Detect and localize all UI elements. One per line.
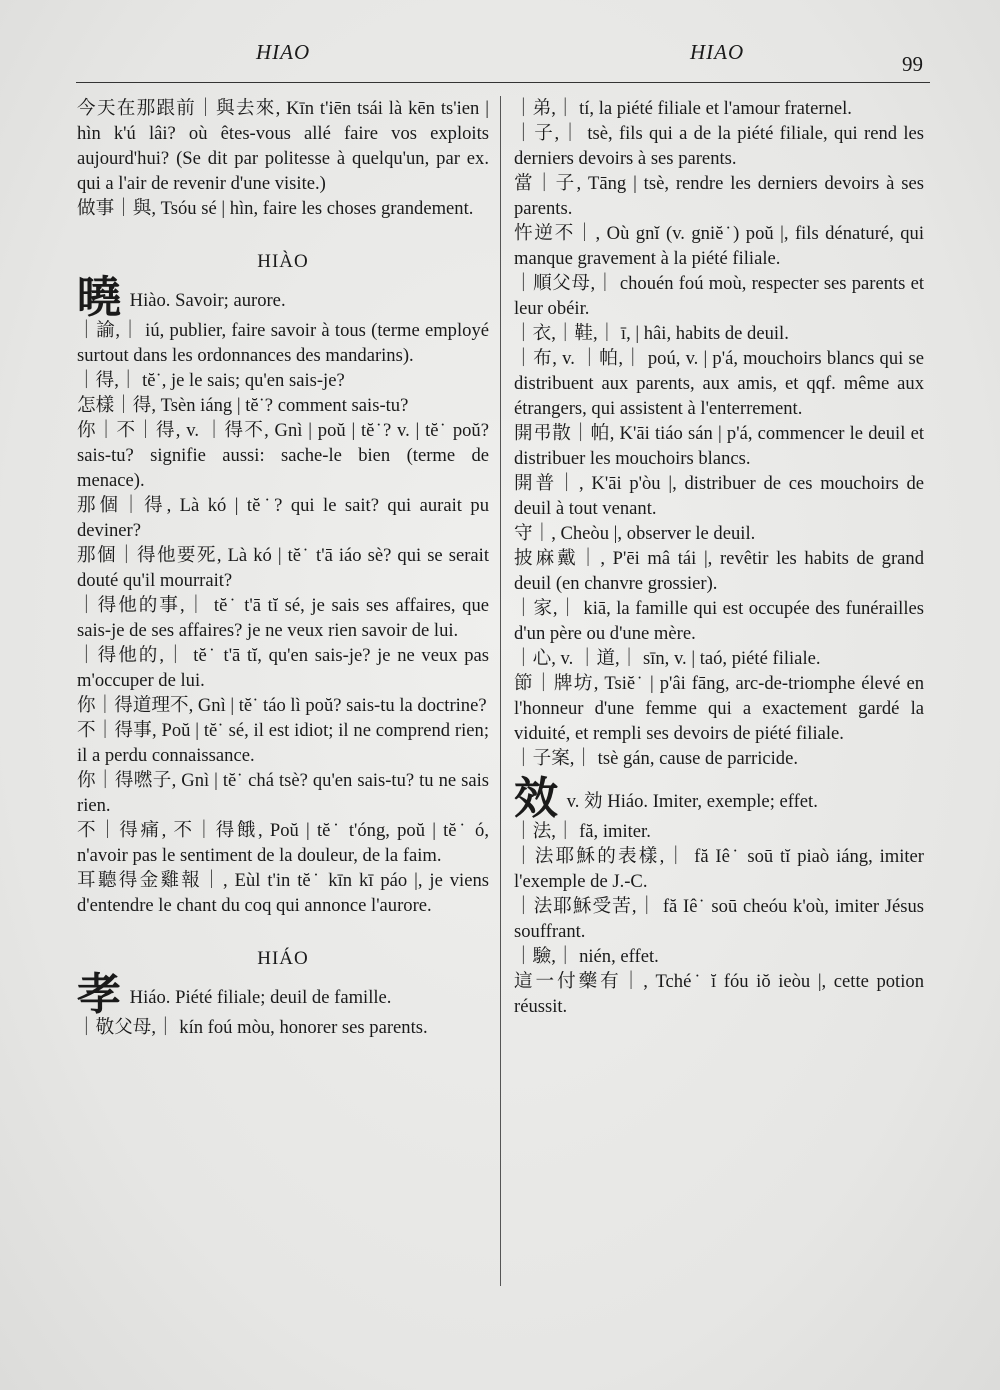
dictionary-entry: ｜布, v. ｜帕,｜ poú, v. | p'á, mouchoirs blancs qui se distribuent aux parents, aux amis, et qqf. même aux étrangers, qui assistent à l'enterrement. xyxy=(514,348,924,419)
dictionary-entry: 那個｜得他要死, Là kó | tĕ˙ t'ā iáo sè? qui se serait douté qu'il mourrait? xyxy=(77,545,489,591)
dictionary-entry: 開普｜, K'āi p'òu |, distribuer de ces mouchoirs de deuil à tout venant. xyxy=(514,473,924,519)
headword-character: 效 xyxy=(514,773,558,824)
dictionary-entry: ｜法,｜ fă, imiter. xyxy=(514,821,651,842)
dictionary-entry: ｜得,｜ tĕ˙, je le sais; qu'en sais-je? xyxy=(77,370,345,391)
page-number: 99 xyxy=(902,52,923,76)
dictionary-entry: 披麻戴｜, P'ēi mâ tái |, revêtir les habits de grand deuil (en chanvre grossier). xyxy=(514,548,924,594)
headword-definition: Hiào. Savoir; aurore. xyxy=(129,290,286,311)
dictionary-entry: ｜敬父母,｜ kín foú mòu, honorer ses parents. xyxy=(77,1017,428,1038)
dictionary-entry: ｜家,｜ kiā, la famille qui est occupée des funérailles d'un père ou d'une mère. xyxy=(514,598,924,644)
dictionary-entry: 今天在那跟前｜與去來, Kīn t'iēn tsái là kēn ts'ien | hìn k'ú lâi? où êtes-vous allé faire vos exploits aujourd'hui? (Se dit par politesse à quelqu'un, par ex. qui a l'air de revenir d'une visite.) xyxy=(77,98,489,194)
dictionary-entry: ｜法耶穌的表樣,｜ fă Iê˙ soū tĭ piaò iáng, imiter l'exemple de J.-C. xyxy=(514,846,924,892)
dictionary-entry: ｜順父母,｜ chouén foú moù, respecter ses parents et leur obéir. xyxy=(514,273,924,319)
dictionary-entry: 你｜不｜得, v. ｜得不, Gnì | poŭ | tĕ˙? v. | tĕ˙ poŭ? sais-tu? signifie aussi: sache-le bien (terme de menace). xyxy=(77,420,489,491)
dictionary-entry: 你｜得嘫子, Gnì | tĕ˙ chá tsè? qu'en sais-tu? tu ne sais rien. xyxy=(77,770,489,816)
dictionary-entry: 忤逆不｜, Où gnĭ (v. gniĕ˙) poŭ |, fils dénaturé, qui manque gravement à la piété filiale. xyxy=(514,223,924,269)
section-heading: HIÁO xyxy=(257,948,309,969)
headword-definition: Hiáo. Piété filiale; deuil de famille. xyxy=(129,987,392,1008)
headword-character: 孝 xyxy=(77,969,121,1020)
dictionary-entry: 當｜子, Tāng | tsè, rendre les derniers devoirs à ses parents. xyxy=(514,173,924,219)
headword-entry xyxy=(77,969,489,1020)
headword-entry xyxy=(77,272,489,323)
dictionary-entry: 做事｜與, Tsóu sé | hìn, faire les choses grandement. xyxy=(77,198,474,219)
headword-character: 曉 xyxy=(77,272,121,323)
dictionary-entry: ｜心, v. ｜道,｜ sīn, v. | taó, piété filiale. xyxy=(514,648,821,669)
dictionary-entry: 守｜, Cheòu |, observer le deuil. xyxy=(514,523,756,544)
dictionary-entry: ｜法耶穌受苦,｜ fă Iê˙ soū cheóu k'où, imiter Jésus souffrant. xyxy=(514,896,924,942)
dictionary-entry: 怎樣｜得, Tsèn iáng | tĕ˙? comment sais-tu? xyxy=(77,395,409,416)
headword-entry xyxy=(514,773,924,824)
dictionary-entry: 你｜得道理不, Gnì | tĕ˙ táo lì poŭ? sais-tu la doctrine? xyxy=(77,695,487,716)
dictionary-entry: ｜諭,｜ iú, publier, faire savoir à tous (terme employé surtout dans les ordonnances des mandarins). xyxy=(77,320,489,366)
dictionary-entry: 開弔散｜帕, K'āi tiáo sán | p'á, commencer le deuil et distribuer les mouchoirs blancs. xyxy=(514,423,924,469)
dictionary-entry: 這一付藥有｜, Tché˙ ĭ fóu iŏ ieòu |, cette potion réussit. xyxy=(514,971,924,1017)
dictionary-entry: ｜子,｜ tsè, fils qui a de la piété filiale, qui rend les derniers devoirs à ses parents. xyxy=(514,123,924,169)
dictionary-entry: ｜得他的,｜ tĕ˙ t'ā tĭ, qu'en sais-je? je ne veux pas m'occuper de lui. xyxy=(77,645,489,691)
dictionary-entry: 節｜牌坊, Tsiĕ˙ | p'âi fāng, arc-de-triomphe élevé en l'honneur d'une femme qui a exactement gardé la viduité, et rempli ses devoirs de piété filiale. xyxy=(514,673,924,744)
running-head-right: HIAO xyxy=(690,40,745,64)
header-rule xyxy=(76,82,930,83)
headword-definition: v. 効 Hiáo. Imiter, exemple; effet. xyxy=(566,791,818,812)
left-column xyxy=(77,96,489,1040)
column-divider xyxy=(500,96,501,1286)
right-column xyxy=(514,96,924,1019)
dictionary-entry: ｜子案,｜ tsè gán, cause de parricide. xyxy=(514,748,798,769)
section-heading: HIÀO xyxy=(257,251,309,272)
running-head-left: HIAO xyxy=(256,40,311,64)
dictionary-entry: ｜驗,｜ nién, effet. xyxy=(514,946,659,967)
dictionary-entry: ｜衣,｜鞋,｜ ī, | hâi, habits de deuil. xyxy=(514,323,789,344)
dictionary-entry: ｜得他的事,｜ tĕ˙ t'ā tĭ sé, je sais ses affaires, que sais-je de ses affaires? je ne veux rien savoir de lui. xyxy=(77,595,489,641)
dictionary-entry: 耳聽得金雞報｜, Eùl t'in tĕ˙ kīn kī páo |, je viens d'entendre le chant du coq qui annonce l'aurore. xyxy=(77,870,489,916)
dictionary-entry: 不｜得痛, 不｜得餓, Poŭ | tĕ˙ t'óng, poŭ | tĕ˙ ó, n'avoir pas le sentiment de la douleur, de la faim. xyxy=(77,820,489,866)
dictionary-entry: 那個｜得, Là kó | tĕ˙? qui le sait? qui aurait pu deviner? xyxy=(77,495,489,541)
dictionary-entry: ｜弟,｜ tí, la piété filiale et l'amour fraternel. xyxy=(514,98,852,119)
dictionary-entry: 不｜得事, Poŭ | tĕ˙ sé, il est idiot; il ne comprend rien; il a perdu connaissance. xyxy=(77,720,489,766)
